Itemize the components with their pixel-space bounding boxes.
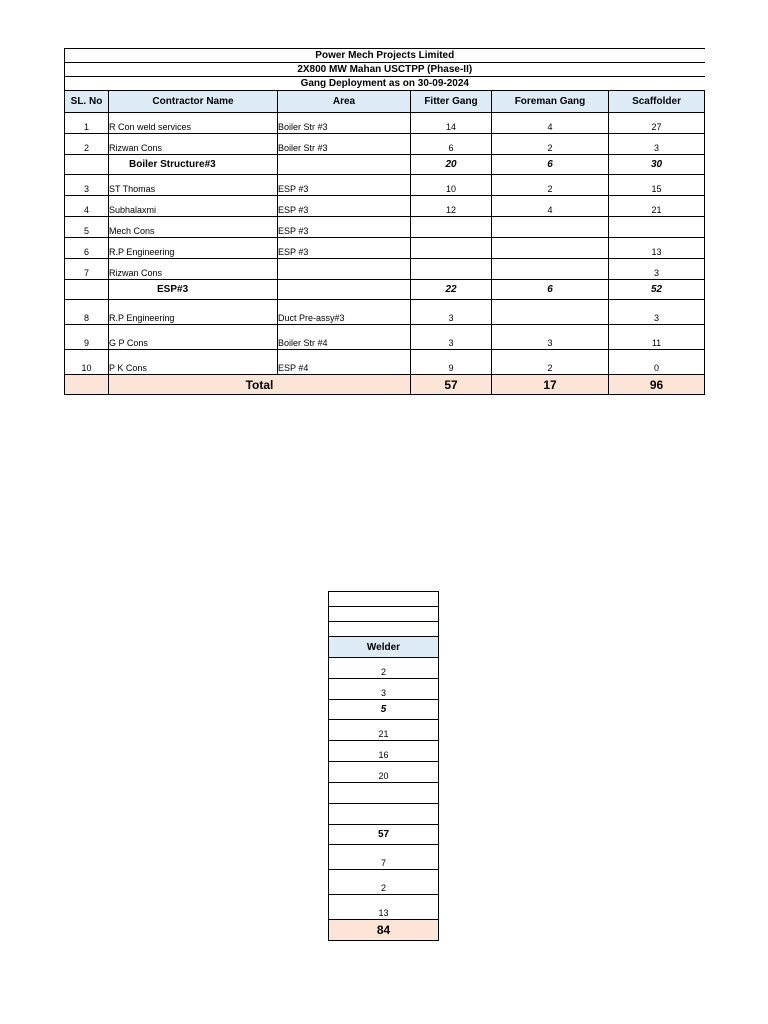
- table-row: [65, 325, 705, 350]
- table-row: [65, 134, 705, 155]
- table-row: [65, 259, 705, 280]
- blank-cell: [329, 592, 439, 607]
- report-title: Gang Deployment as on 30-09-2024: [65, 77, 705, 91]
- fitter-cell: 14: [411, 113, 492, 134]
- total-row: [65, 375, 705, 395]
- welder-cell: 7: [329, 845, 439, 870]
- foreman-cell: [492, 238, 609, 259]
- area-cell: ESP #3: [278, 196, 411, 217]
- subtotal-scaffolder: 52: [609, 280, 705, 300]
- total-scaffolder: 96: [609, 375, 705, 395]
- table-row: [65, 217, 705, 238]
- foreman-cell: 2: [492, 134, 609, 155]
- foreman-cell: 4: [492, 196, 609, 217]
- sl-cell: 6: [65, 238, 109, 259]
- foreman-cell: 2: [492, 175, 609, 196]
- contractor-cell: P K Cons: [109, 350, 278, 375]
- project-title: 2X800 MW Mahan USCTPP (Phase-II): [65, 63, 705, 77]
- subtotal-label: ESP#3: [109, 280, 278, 300]
- header-scaffolder: Scaffolder: [609, 91, 705, 113]
- header-sl-no: SL. No: [65, 91, 109, 113]
- subtotal-blank-cell: [278, 280, 411, 300]
- subtotal-blank-cell: [278, 155, 411, 175]
- contractor-cell: Subhalaxmi: [109, 196, 278, 217]
- total-fitter: 57: [411, 375, 492, 395]
- contractor-cell: R.P Engineering: [109, 238, 278, 259]
- contractor-cell: Mech Cons: [109, 217, 278, 238]
- gang-deployment-table: [64, 48, 705, 395]
- table-row: [65, 350, 705, 375]
- area-cell: ESP #3: [278, 217, 411, 238]
- total-foreman: 17: [492, 375, 609, 395]
- fitter-cell: 9: [411, 350, 492, 375]
- sl-cell: 9: [65, 325, 109, 350]
- fitter-cell: 6: [411, 134, 492, 155]
- welder-cell: 2: [329, 870, 439, 895]
- table-row: [65, 113, 705, 134]
- fitter-cell: 3: [411, 300, 492, 325]
- scaffolder-cell: 13: [609, 238, 705, 259]
- subtotal-fitter: 22: [411, 280, 492, 300]
- subtotal-row-boiler: [65, 155, 705, 175]
- sl-cell: 8: [65, 300, 109, 325]
- header-foreman: Foreman Gang: [492, 91, 609, 113]
- header-welder: Welder: [329, 637, 439, 658]
- foreman-cell: 2: [492, 350, 609, 375]
- table-row: [65, 300, 705, 325]
- scaffolder-cell: 15: [609, 175, 705, 196]
- subtotal-fitter: 20: [411, 155, 492, 175]
- sl-cell: 10: [65, 350, 109, 375]
- subtotal-foreman: 6: [492, 155, 609, 175]
- welder-subtotal-boiler: 5: [329, 700, 439, 720]
- foreman-cell: 3: [492, 325, 609, 350]
- scaffolder-cell: 3: [609, 259, 705, 280]
- fitter-cell: [411, 217, 492, 238]
- contractor-cell: ST Thomas: [109, 175, 278, 196]
- header-row: [65, 91, 705, 113]
- welder-cell: 20: [329, 762, 439, 783]
- area-cell: Boiler Str #3: [278, 134, 411, 155]
- scaffolder-cell: 27: [609, 113, 705, 134]
- header-area: Area: [278, 91, 411, 113]
- fitter-cell: [411, 259, 492, 280]
- welder-subtotal-esp: 57: [329, 825, 439, 845]
- welder-total: 84: [329, 920, 439, 941]
- area-cell: ESP #4: [278, 350, 411, 375]
- foreman-cell: [492, 217, 609, 238]
- sl-cell: 4: [65, 196, 109, 217]
- area-cell: [278, 259, 411, 280]
- sl-cell: 1: [65, 113, 109, 134]
- company-title: Power Mech Projects Limited: [65, 49, 705, 63]
- welder-cell: [329, 804, 439, 825]
- header-fitter: Fitter Gang: [411, 91, 492, 113]
- scaffolder-cell: 3: [609, 134, 705, 155]
- scaffolder-cell: [609, 217, 705, 238]
- foreman-cell: [492, 259, 609, 280]
- subtotal-foreman: 6: [492, 280, 609, 300]
- table-row: [65, 196, 705, 217]
- fitter-cell: 12: [411, 196, 492, 217]
- contractor-cell: R.P Engineering: [109, 300, 278, 325]
- subtotal-blank-cell: [65, 155, 109, 175]
- area-cell: Boiler Str #4: [278, 325, 411, 350]
- sl-cell: 3: [65, 175, 109, 196]
- fitter-cell: 3: [411, 325, 492, 350]
- blank-cell: [329, 622, 439, 637]
- area-cell: ESP #3: [278, 175, 411, 196]
- fitter-cell: 10: [411, 175, 492, 196]
- foreman-cell: [492, 300, 609, 325]
- subtotal-scaffolder: 30: [609, 155, 705, 175]
- table-row: [65, 238, 705, 259]
- contractor-cell: Rizwan Cons: [109, 134, 278, 155]
- subtotal-row-esp: [65, 280, 705, 300]
- welder-cell: 3: [329, 679, 439, 700]
- contractor-cell: G P Cons: [109, 325, 278, 350]
- header-contractor: Contractor Name: [109, 91, 278, 113]
- total-blank-cell: [65, 375, 109, 395]
- sl-cell: 2: [65, 134, 109, 155]
- welder-cell: 13: [329, 895, 439, 920]
- welder-cell: [329, 783, 439, 804]
- contractor-cell: Rizwan Cons: [109, 259, 278, 280]
- sl-cell: 5: [65, 217, 109, 238]
- table-row: [65, 175, 705, 196]
- area-cell: ESP #3: [278, 238, 411, 259]
- area-cell: Duct Pre-assy#3: [278, 300, 411, 325]
- contractor-cell: R Con weld services: [109, 113, 278, 134]
- scaffolder-cell: 0: [609, 350, 705, 375]
- fitter-cell: [411, 238, 492, 259]
- sl-cell: 7: [65, 259, 109, 280]
- welder-cell: 2: [329, 658, 439, 679]
- welder-table: [328, 591, 439, 941]
- scaffolder-cell: 11: [609, 325, 705, 350]
- blank-cell: [329, 607, 439, 622]
- welder-cell: 16: [329, 741, 439, 762]
- area-cell: Boiler Str #3: [278, 113, 411, 134]
- foreman-cell: 4: [492, 113, 609, 134]
- scaffolder-cell: 3: [609, 300, 705, 325]
- subtotal-blank-cell: [65, 280, 109, 300]
- total-label: Total: [109, 375, 411, 395]
- subtotal-label: Boiler Structure#3: [109, 155, 278, 175]
- welder-cell: 21: [329, 720, 439, 741]
- scaffolder-cell: 21: [609, 196, 705, 217]
